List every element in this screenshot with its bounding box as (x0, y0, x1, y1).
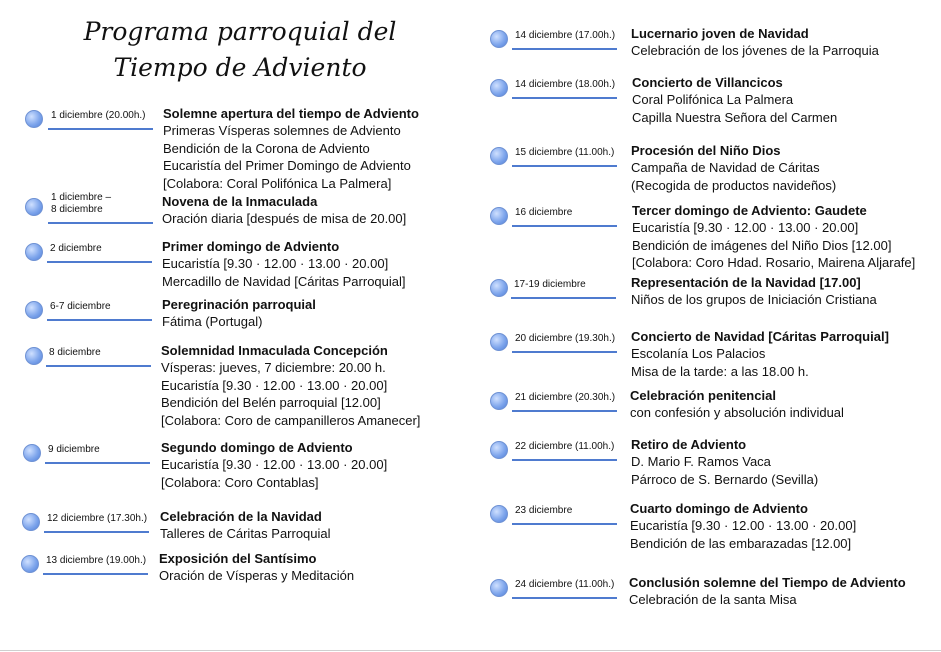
event-details (630, 500, 856, 552)
event-title: Novena de la Inmaculada (162, 194, 318, 209)
event-date: 16 diciembre (515, 207, 573, 218)
event-detail-line: Párroco de S. Bernardo (Sevilla) (631, 471, 819, 487)
event-date: 2 diciembre (50, 243, 102, 254)
event-detail-line: Primeras Vísperas solemnes de Adviento (163, 123, 401, 139)
date-underline (47, 261, 152, 263)
bullet-dot-icon (22, 513, 40, 531)
date-underline (512, 48, 617, 50)
event-date: 22 diciembre (11.00h.) (515, 441, 615, 452)
event-details (159, 550, 354, 585)
date-underline (48, 128, 153, 130)
event-details (162, 193, 406, 228)
date-underline (48, 222, 153, 224)
event-detail-line: Eucaristía [9.30 · 12.00 · 13.00 · 20.00] (162, 256, 389, 272)
bullet-dot-icon (490, 333, 508, 351)
bullet-dot-icon (490, 579, 508, 597)
event-details (629, 574, 906, 609)
event-title: Celebración penitencial (630, 388, 776, 403)
title-line-2: Tiempo de Adviento (113, 53, 367, 82)
event-detail-line: Talleres de Cáritas Parroquial (160, 526, 331, 542)
event-detail-line: con confesión y absolución individual (630, 405, 844, 421)
event-title: Peregrinación parroquial (162, 297, 316, 312)
event-detail-line: Bendición de imágenes del Niño Dios [12.00] (632, 237, 892, 253)
document-title (60, 14, 420, 86)
event-detail-line: [Colabora: Coro Hdad. Rosario, Mairena Aljarafe] (632, 255, 916, 271)
date-underline (511, 297, 616, 299)
event-detail-line: [Colabora: Coro Contablas] (161, 474, 319, 490)
event-detail-line: Eucaristía [9.30 · 12.00 · 13.00 · 20.00] (161, 457, 388, 473)
event-title: Lucernario joven de Navidad (631, 26, 809, 41)
date-underline (512, 165, 617, 167)
date-underline (512, 351, 617, 353)
date-underline (512, 410, 617, 412)
date-underline (43, 573, 148, 575)
event-details (631, 328, 889, 380)
event-details (631, 142, 836, 194)
date-underline (512, 597, 617, 599)
bullet-dot-icon (490, 505, 508, 523)
bottom-divider (0, 650, 941, 651)
event-title: Concierto de Navidad [Cáritas Parroquial] (631, 329, 889, 344)
event-title: Procesión del Niño Dios (631, 143, 781, 158)
event-detail-line: Coral Polifónica La Palmera (632, 92, 794, 108)
event-details (162, 296, 316, 331)
event-details (631, 274, 877, 309)
event-title: Segundo domingo de Adviento (161, 440, 353, 455)
event-details (161, 439, 387, 491)
bullet-dot-icon (25, 110, 43, 128)
title-line-1: Programa parroquial del (83, 17, 397, 46)
date-underline (512, 523, 617, 525)
event-details (632, 202, 915, 272)
event-details (631, 25, 879, 60)
event-detail-line: Niños de los grupos de Iniciación Cristiana (631, 292, 877, 308)
event-date: 12 diciembre (17.30h.) (47, 513, 148, 524)
event-date: 17-19 diciembre (514, 279, 586, 290)
date-underline (47, 319, 152, 321)
event-detail-line: Vísperas: jueves, 7 diciembre: 20.00 h. (161, 360, 386, 376)
event-detail-line: [Colabora: Coral Polifónica La Palmera] (163, 175, 392, 191)
event-title: Exposición del Santísimo (159, 551, 317, 566)
event-detail-line: Escolanía Los Palacios (631, 346, 766, 362)
event-detail-line: D. Mario F. Ramos Vaca (631, 454, 771, 470)
event-date: 14 diciembre (17.00h.) (515, 30, 616, 41)
event-detail-line: Misa de la tarde: a las 18.00 h. (631, 363, 809, 379)
event-detail-line: Eucaristía [9.30 · 12.00 · 13.00 · 20.00] (161, 377, 388, 393)
event-date: 13 diciembre (19.00h.) (46, 555, 147, 566)
event-detail-line: Oración de Vísperas y Meditación (159, 568, 355, 584)
event-detail-line: (Recogida de productos navideños) (631, 177, 837, 193)
event-title: Celebración de la Navidad (160, 509, 322, 524)
date-underline (45, 462, 150, 464)
event-date: 15 diciembre (11.00h.) (515, 147, 615, 158)
event-date: 8 diciembre (49, 347, 101, 358)
event-detail-line: Bendición del Belén parroquial [12.00] (161, 395, 381, 411)
event-detail-line: Mercadillo de Navidad [Cáritas Parroquial] (162, 273, 406, 289)
event-title: Primer domingo de Adviento (162, 239, 340, 254)
event-date: 1 diciembre (20.00h.) (51, 110, 146, 121)
bullet-dot-icon (490, 441, 508, 459)
date-underline (44, 531, 149, 533)
event-detail-line: Capilla Nuestra Señora del Carmen (632, 109, 838, 125)
bullet-dot-icon (490, 30, 508, 48)
event-date: 6-7 diciembre (50, 301, 111, 312)
bullet-dot-icon (23, 444, 41, 462)
event-details (631, 436, 818, 488)
bullet-dot-icon (25, 301, 43, 319)
date-underline (512, 225, 617, 227)
date-underline (512, 97, 617, 99)
bullet-dot-icon (490, 207, 508, 225)
event-title: Representación de la Navidad [17.00] (631, 275, 861, 290)
bullet-dot-icon (21, 555, 39, 573)
event-detail-line: Bendición de las embarazadas [12.00] (630, 535, 852, 551)
event-detail-line: Campaña de Navidad de Cáritas (631, 160, 820, 176)
bullet-dot-icon (490, 279, 508, 297)
event-date: 21 diciembre (20.30h.) (515, 392, 616, 403)
event-title: Tercer domingo de Adviento: Gaudete (632, 203, 867, 218)
event-date: 23 diciembre (515, 505, 573, 516)
event-title: Retiro de Adviento (631, 437, 747, 452)
date-underline (46, 365, 151, 367)
event-detail-line: Celebración de la santa Misa (629, 592, 797, 608)
event-date: 20 diciembre (19.30h.) (515, 333, 616, 344)
event-date: 9 diciembre (48, 444, 100, 455)
event-title: Cuarto domingo de Adviento (630, 501, 808, 516)
event-title: Solemnidad Inmaculada Concepción (161, 343, 388, 358)
event-detail-line: Celebración de los jóvenes de la Parroquia (631, 43, 879, 59)
event-detail-line: Fátima (Portugal) (162, 314, 263, 330)
bullet-dot-icon (490, 392, 508, 410)
event-date: 14 diciembre (18.00h.) (515, 79, 616, 90)
event-date: 1 diciembre – (51, 192, 112, 203)
event-details (160, 508, 331, 543)
event-details (630, 387, 844, 422)
event-details (632, 74, 837, 126)
event-title: Solemne apertura del tiempo de Adviento (163, 106, 419, 121)
event-detail-line: Oración diaria [después de misa de 20.00] (162, 211, 407, 227)
bullet-dot-icon (490, 147, 508, 165)
bullet-dot-icon (490, 79, 508, 97)
event-details (163, 105, 419, 192)
bullet-dot-icon (25, 243, 43, 261)
event-date: 24 diciembre (11.00h.) (515, 579, 615, 590)
event-detail-line: Eucaristía del Primer Domingo de Adviento (163, 158, 411, 174)
event-date: 8 diciembre (51, 204, 103, 215)
event-title: Concierto de Villancicos (632, 75, 783, 90)
event-detail-line: Eucaristía [9.30 · 12.00 · 13.00 · 20.00] (632, 220, 859, 236)
event-details (162, 238, 406, 290)
bullet-dot-icon (25, 347, 43, 365)
bullet-dot-icon (25, 198, 43, 216)
event-detail-line: Bendición de la Corona de Adviento (163, 140, 370, 156)
date-underline (512, 459, 617, 461)
event-details (161, 342, 420, 429)
event-detail-line: Eucaristía [9.30 · 12.00 · 13.00 · 20.00] (630, 518, 857, 534)
event-detail-line: [Colabora: Coro de campanilleros Amanecer] (161, 412, 421, 428)
event-title: Conclusión solemne del Tiempo de Adviento (629, 575, 906, 590)
